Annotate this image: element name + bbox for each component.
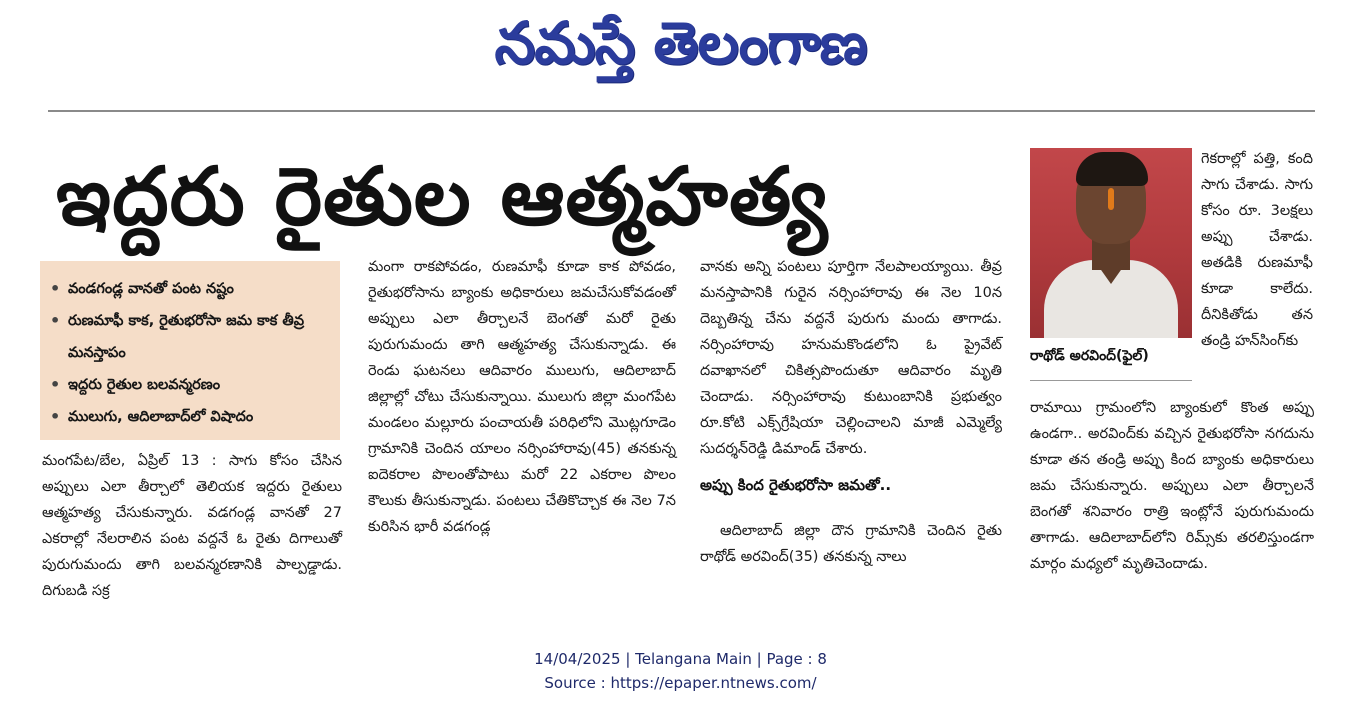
masthead-divider [48,110,1315,112]
article-column-4 [1030,395,1314,577]
article-side-column [1201,146,1313,354]
side-column-text: గెకరాల్లో పత్తి, కంది సాగు చేశాడు. సాగు కోసం రూ. 3లక్షలు అప్పు చేశాడు. అతడికి రుణమాఫీ కూడా కాలేదు. దీనికితోడు తన తండ్రి హన్‌సింగ్‌కు [1201,151,1313,349]
highlight-item: • ఇద్దరు రైతుల బలవన్మరణం [50,369,332,401]
column-3-text-2: ఆదిలాబాద్ జిల్లా దౌన గ్రామానికి చెందిన రైతు రాథోడ్ అరవింద్(35) తనకున్న నాలు [700,523,1002,565]
column-2-text: మంగా రాకపోవడం, రుణమాఫీ కూడా కాక పోవడం, రైతుభరోసాను బ్యాంకు అధికారులు జమచేసుకోవడంతో అప్పులు ఎలా తీర్చాలనే బెంగతో మరో రైతు పురుగుమందు తాగి ఆత్మహత్య చేసుకున్నాడు. ఈ రెండు ఘటనలు ఆదివారం ములుగు, ఆదిలాబాద్ జిల్లాల్లో చోటు చేసుకున్నాయి. ములుగు జిల్లా మంగపేట మండలం మల్లూరు పంచాయతీ పరిధిలోని మొట్లగూడెం గ్రామానికి చెందిన యాలం నర్సింహారావు(45) తనకున్న ఐదెకరాల పొలంతోపాటు మరో 22 ఎకరాల పొలం కౌలుకు తీసుకున్నాడు. పంటలు చేతికొచ్చాక ఈ నెల 7న కురిసిన భారీ వడగండ్ల [368,259,676,535]
article-column-1 [42,448,342,604]
farmer-photo-box [1030,148,1192,380]
photo-caption: రాథోడ్ అరవింద్(ఫైల్) [1030,348,1149,364]
bullet-icon: • [50,375,61,394]
masthead-logo: నమస్తే తెలంగాణ [494,9,867,77]
farmer-photo [1030,148,1192,338]
column-1-text: మంగపేట/బేల, ఏప్రిల్ 13 : సాగు కోసం చేసిన అప్పులు ఎలా తీర్చాలో తెలియక ఇద్దరు రైతులు ఆత్మహత్య చేసుకున్నారు. వడగండ్ల వానతో 27 ఎకరాల్లో నేలరాలిన పంట వద్దనే ఓ రైతు దిగాలుతో పురుగుమందు తాగి బలవన్మరణానికి పాల్పడ్డాడు. దిగుబడి సక్ర [42,453,342,599]
bullet-icon: • [50,279,61,298]
highlight-item: • ములుగు, ఆదిలాబాద్‌లో విషాదం [50,401,332,433]
article-subheading: అప్పు కింద రైతుభరోసా జమతో.. [700,476,892,494]
highlight-item: • రుణమాఫీ కాక, రైతుభరోసా జమ కాక తీవ్ర మనస్తాపం [50,305,332,369]
footer-source-link[interactable]: Source : https://epaper.ntnews.com/ [544,674,817,692]
highlights-box [40,261,340,440]
page-footer [0,647,1361,695]
highlights-list [50,273,332,433]
column-3-text: వానకు అన్ని పంటలు పూర్తిగా నేలపాలయ్యాయి. తీవ్ర మనస్తాపానికి గురైన నర్సింహారావు ఈ నెల 10న దెబ్బతిన్న చేను వద్దనే పురుగు మందు తాగాడు. నర్సింహారావు హనుమకొండలోని ఓ ప్రైవేట్ దవాఖానలో చికిత్సపొందుతూ ఆదివారం మృతి చెందాడు. నర్సింహారావు కుటుంబానికి ప్రభుత్వం రూ.కోటి ఎక్స్‌గ్రేషియా చెల్లించాలని మాజీ ఎమ్మెల్యే సుదర్శన్‌రెడ్డి డిమాండ్ చేశారు. [700,259,1002,457]
column-4-text: రామాయి గ్రామంలోని బ్యాంకులో కొంత అప్పు ఉండగా.. అరవింద్‌కు వచ్చిన రైతుభరోసా నగదును కూడా తన తండ్రి అప్పు కింద బ్యాంకు అధికారులు జమ చేసుకున్నారు. అప్పులు ఎలా తీర్చాలనే బెంగతో శనివారం రాత్రి ఇంట్లోనే పురుగుమందు తాగాడు. ఆదిలాబాద్‌లోని రిమ్స్‌కు తరలిస్తుండగా మార్గం మధ్యలో మృతిచెందాడు. [1030,400,1314,572]
bullet-icon: • [50,311,61,330]
article-column-2 [368,254,676,540]
bullet-icon: • [50,407,61,426]
footer-edition-info: 14/04/2025 | Telangana Main | Page : 8 [534,650,827,668]
highlight-item: • వండగండ్ల వానతో పంట నష్టం [50,273,332,305]
article-headline: ఇద్దరు రైతుల ఆత్మహత్య [56,150,829,243]
article-column-3 [700,254,1002,570]
caption-divider [1030,380,1192,381]
